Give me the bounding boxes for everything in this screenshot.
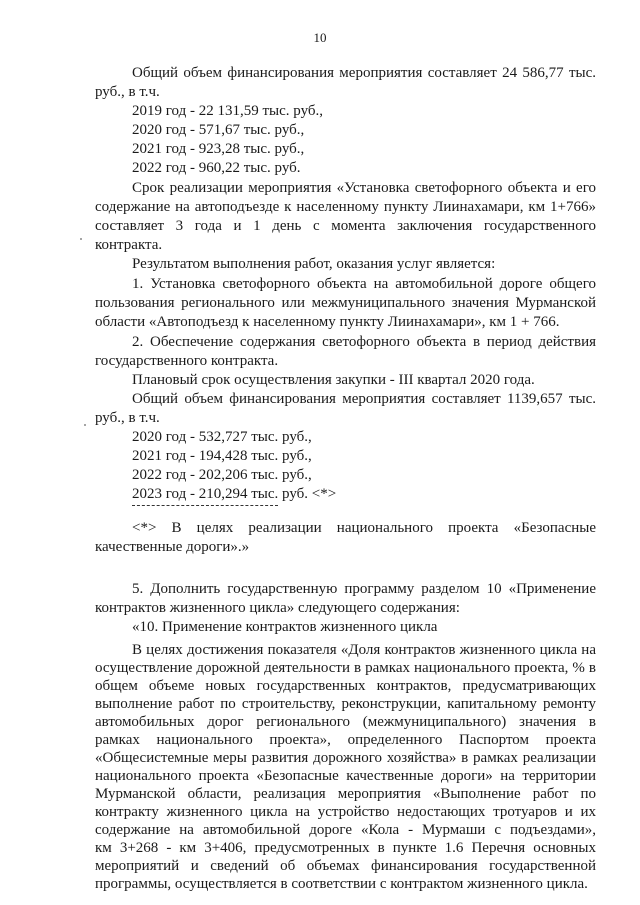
paragraph-line: рамках национального проекта», определенного Паспортом проекта xyxy=(95,732,596,748)
financing-total-1: Общий объем финансирования мероприятия составляет 24 586,77 тыс. xyxy=(132,65,596,81)
footnote-separator xyxy=(132,505,278,506)
scan-speck xyxy=(84,424,86,426)
paragraph-line: общем объеме новых государственных контрактов, предусматривающих xyxy=(95,678,596,694)
year-line: 2023 год - 210,294 тыс. руб. <*> xyxy=(132,486,337,502)
financing-total-2: Общий объем финансирования мероприятия составляет 1139,657 тыс. xyxy=(132,391,596,407)
section-heading: «10. Применение контрактов жизненного цикла xyxy=(132,619,438,635)
procurement-term: Плановый срок осуществления закупки - III квартал 2020 года. xyxy=(132,372,535,388)
year-line: 2022 год - 960,22 тыс. руб. xyxy=(132,160,301,176)
financing-cont-2: руб., в т.ч. xyxy=(95,410,160,426)
term-line: составляет 3 года и 1 день с момента заключения государственного xyxy=(95,218,596,234)
paragraph-line: национального проекта «Безопасные качественные дороги» на территории xyxy=(95,768,596,784)
section5-line: 5. Дополнить государственную программу разделом 10 «Применение xyxy=(132,581,596,597)
page-number: 10 xyxy=(313,30,327,45)
result-item-1: области «Автоподъезд к населенному пункту Лиинахамари», км 1 + 766. xyxy=(95,314,560,330)
financing-cont-1: руб., в т.ч. xyxy=(95,84,160,100)
paragraph-line: В целях достижения показателя «Доля контрактов жизненного цикла на xyxy=(132,642,596,658)
paragraph-line: мероприятий и сведений об объемах финансирования государственной xyxy=(95,858,596,874)
paragraph-line: автомобильных дорог регионального (межмуниципального) значения в xyxy=(95,714,596,730)
year-line: 2022 год - 202,206 тыс. руб., xyxy=(132,467,312,483)
footnote-line: <*> В целях реализации национального проекта «Безопасные xyxy=(132,520,596,536)
paragraph-line: осуществление дорожной деятельности в рамках национального проекта, % в xyxy=(95,660,596,676)
result-item-1: пользования регионального или межмуниципального значения Мурманской xyxy=(95,295,596,311)
year-line: 2020 год - 571,67 тыс. руб., xyxy=(132,122,305,138)
year-line: 2021 год - 194,428 тыс. руб., xyxy=(132,448,312,464)
result-item-1: 1. Установка светофорного объекта на автомобильной дороге общего xyxy=(132,276,596,292)
footnote-line: качественные дороги».» xyxy=(95,539,250,555)
result-item-2: 2. Обеспечение содержания светофорного объекта в период действия xyxy=(132,334,596,350)
year-line: 2020 год - 532,727 тыс. руб., xyxy=(132,429,312,445)
paragraph-line: «Общесистемные меры развития дорожного хозяйства» в рамках реализации xyxy=(95,750,596,766)
term-line: содержание на автоподъезде к населенному пункту Лиинахамари, км 1+766» xyxy=(95,199,596,215)
paragraph-line: км 3+268 - км 3+406, предусмотренных в пункте 1.6 Перечня основных xyxy=(95,840,596,856)
result-item-2: государственного контракта. xyxy=(95,353,279,369)
paragraph-line: программы, осуществляется в соответствии с контрактом жизненного цикла. xyxy=(95,876,588,892)
result-intro: Результатом выполнения работ, оказания услуг является: xyxy=(132,256,496,272)
paragraph-line: Мурманской области, реализация мероприятия «Выполнение работ по xyxy=(95,786,596,802)
term-line: Срок реализации мероприятия «Установка светофорного объекта и его xyxy=(132,180,596,196)
year-line: 2021 год - 923,28 тыс. руб., xyxy=(132,141,305,157)
paragraph-line: содержание на автомобильной дороге «Кола - Мурмаши с подъездами», xyxy=(95,822,596,838)
paragraph-line: выполнение работ по строительству, реконструкции, капитальному ремонту xyxy=(95,696,596,712)
paragraph-line: контракту жизненного цикла на устройство недостающих тротуаров и их xyxy=(95,804,596,820)
term-line: контракта. xyxy=(95,237,163,253)
year-line: 2019 год - 22 131,59 тыс. руб., xyxy=(132,103,324,119)
section5-line: контрактов жизненного цикла» следующего содержания: xyxy=(95,600,460,616)
scan-speck xyxy=(80,238,82,240)
